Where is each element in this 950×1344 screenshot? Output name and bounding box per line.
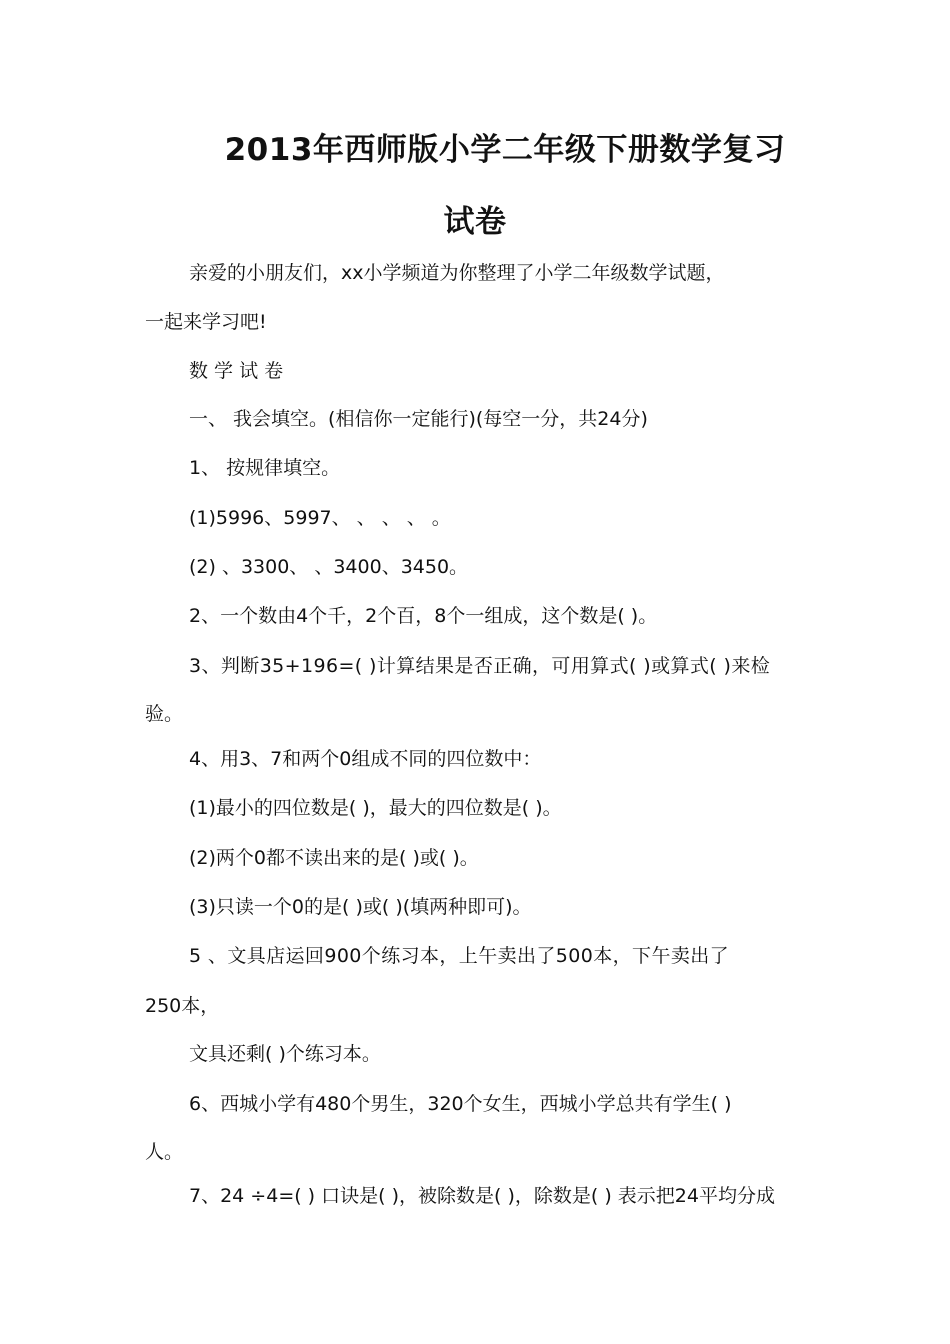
question-4-part-3: (3)只读一个0的是( )或( )(填两种即可)。: [189, 896, 532, 918]
question-1-part-1: (1)5996、5997、 、 、 、 。: [189, 507, 451, 529]
exam-heading: 数 学 试 卷: [189, 360, 284, 382]
intro-paragraph-line-2: 一起来学习吧!: [145, 311, 267, 333]
section-one-heading: 一、 我会填空。(相信你一定能行)(每空一分，共24分): [189, 408, 648, 430]
question-2: 2、一个数由4个千，2个百，8个一组成，这个数是( )。: [189, 605, 658, 627]
question-6-line-2: 人。: [145, 1141, 184, 1163]
intro-paragraph-line-1: 亲爱的小朋友们，xx小学频道为你整理了小学二年级数学试题，: [189, 262, 725, 284]
document-title-line-2: 试卷: [443, 204, 507, 240]
question-6-line-1: 6、西城小学有480个男生，320个女生，西城小学总共有学生( ): [189, 1093, 732, 1115]
question-5-line-1: 5 、文具店运回900个练习本，上午卖出了500本，下午卖出了: [189, 945, 730, 967]
question-5-line-2: 250本，: [145, 995, 220, 1017]
question-7-line-1: 7、24 ÷4=( ) 口诀是( )，被除数是( )，除数是( ) 表示把24平均分成: [189, 1185, 775, 1207]
document-title-line-1: 2013年西师版小学二年级下册数学复习: [224, 132, 786, 168]
question-3-line-2: 验。: [145, 703, 184, 725]
question-1: 1、 按规律填空。: [189, 457, 341, 479]
question-4-part-2: (2)两个0都不读出来的是( )或( )。: [189, 847, 479, 869]
question-4-part-1: (1)最小的四位数是( )，最大的四位数是( )。: [189, 797, 562, 819]
question-5-line-3: 文具还剩( )个练习本。: [189, 1043, 381, 1065]
question-4: 4、用3、7和两个0组成不同的四位数中：: [189, 748, 542, 770]
question-1-part-2: (2) 、3300、 、3400、3450。: [189, 556, 469, 578]
question-3-line-1: 3、判断35+196=( )计算结果是否正确，可用算式( )或算式( )来检: [189, 655, 771, 677]
